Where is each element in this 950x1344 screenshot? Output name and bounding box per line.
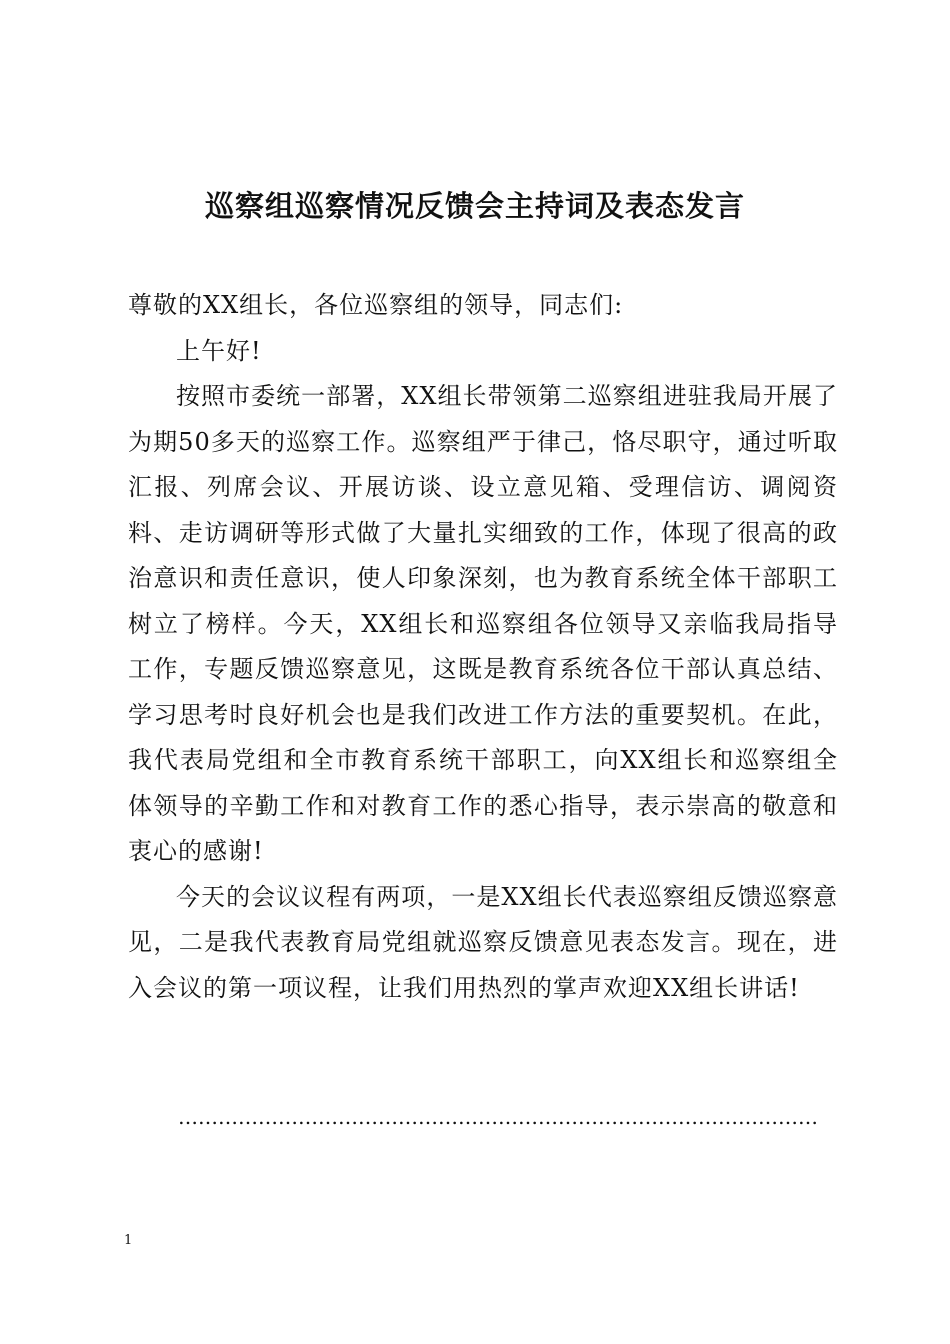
body-paragraph: 按照市委统一部署，XX组长带领第二巡察组进驻我局开展了为期50多天的巡察工作。巡察组严于律己，恪尽职守，通过听取汇报、列席会议、开展访谈、设立意见箱、受理信访、调阅资料、走访调研等形式做了大量扎实细致的工作，体现了很高的政治意识和责任意识，使人印象深刻，也为教育系统全体干部职工树立了榜样。今天，XX组长和巡察组各位领导又亲临我局指导工作，专题反馈巡察意见，这既是教育系统各位干部认真总结、学习思考时良好机会也是我们改进工作方法的重要契机。在此，我代表局党组和全市教育系统干部职工，向XX组长和巡察组全体领导的辛勤工作和对教育工作的悉心指导，表示崇高的敬意和衷心的感谢! [128, 382, 838, 865]
page-number: 1 [124, 1233, 133, 1248]
salutation: 尊敬的XX组长，各位巡察组的领导，同志们: [128, 291, 624, 319]
document-title: 巡察组巡察情况反馈会主持词及表态发言 [204, 189, 745, 223]
document-body [128, 283, 838, 1011]
separator-line: …………………………………………………………………………………… [178, 1105, 818, 1129]
greeting-paragraph: 上午好! [176, 336, 262, 365]
agenda-paragraph: 今天的会议议程有两项，一是XX组长代表巡察组反馈巡察意见，二是我代表教育局党组就巡察反馈意见表态发言。现在，进入会议的第一项议程，让我们用热烈的掌声欢迎XX组长讲话! [128, 882, 838, 1002]
